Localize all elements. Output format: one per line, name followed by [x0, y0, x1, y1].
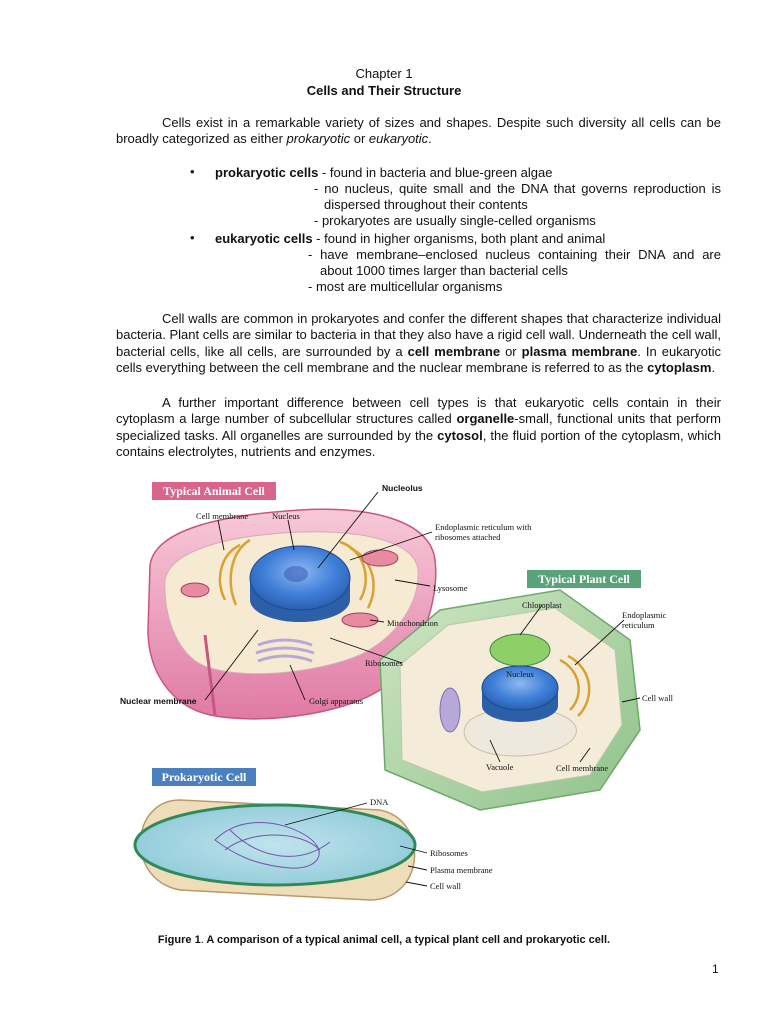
label-vacuole: Vacuole	[486, 762, 514, 772]
label-cell-membrane: Cell membrane	[196, 511, 249, 521]
cell-wall-paragraph: Cell walls are common in prokaryotes and confer the different shapes that characterize individual bacteria. Plant cells are similar to bacteria in that they also have a rigid cell wall. Underneath the cell wall, bacterial cells, like all cells, are surrounded by a cell membrane or plasma membrane. In eukaryotic cells everything between the cell membrane and the nuclear membrane is referred to as the cytoplasm.	[116, 311, 721, 375]
label-er-2: reticulum	[622, 620, 655, 630]
label-cell-wall: Cell wall	[642, 693, 673, 703]
euk-sub-1b: about 1000 times larger than bacterial cells	[320, 263, 568, 278]
label-golgi: Golgi apparatus	[309, 696, 364, 706]
bullet-dot: •	[190, 164, 195, 179]
label-er-ribosomes-2: ribosomes attached	[435, 532, 501, 542]
prok-sub-1b: dispersed throughout their contents	[324, 197, 528, 212]
prokaryotic-cell	[135, 768, 415, 900]
prok-cell-title: Prokaryotic Cell	[161, 770, 247, 784]
chapter-label: Chapter 1	[355, 66, 413, 81]
label-nucleus: Nucleus	[272, 511, 300, 521]
animal-cell-title: Typical Animal Cell	[163, 484, 265, 498]
label-plant-cell-membrane: Cell membrane	[556, 763, 609, 773]
plant-cell-title: Typical Plant Cell	[538, 572, 630, 586]
cell-figure	[0, 470, 768, 930]
chloroplast	[490, 634, 550, 666]
organelle-paragraph: A further important difference between cell types is that eukaryotic cells contain in their cytoplasm a large number of subcellular structures called organelle-small, functional units that perform specialized tasks. All organelles are surrounded by the cytosol, the fluid portion of the cytoplasm, which contains electrolytes, nutrients and enzymes.	[116, 395, 721, 459]
bullet-eukaryotic: eukaryotic cells - found in higher organisms, both plant and animal	[215, 231, 606, 246]
label-er-1: Endoplasmic	[622, 610, 667, 620]
label-plant-nucleus: Nucleus	[506, 669, 534, 679]
label-prok-cell-wall: Cell wall	[430, 881, 461, 891]
label-chloroplast: Chloroplast	[522, 600, 562, 610]
label-dna: DNA	[370, 797, 389, 807]
prok-sub-1: - no nucleus, quite small and the DNA that governs reproduction is	[314, 181, 721, 196]
intro-paragraph: Cells exist in a remarkable variety of sizes and shapes. Despite such diversity all cells can be broadly categorized as either prokaryotic or eukaryotic.	[116, 115, 721, 147]
bullet-prokaryotic: prokaryotic cells - found in bacteria and blue-green algae	[215, 165, 553, 180]
euk-sub-2: - most are multicellular organisms	[308, 279, 503, 294]
label-nuclear-membrane: Nuclear membrane	[120, 696, 197, 706]
label-er-ribosomes-1: Endoplasmic reticulum with	[435, 522, 532, 532]
figure-caption: Figure 1. A comparison of a typical animal cell, a typical plant cell and prokaryotic cell.	[157, 934, 611, 946]
page-number: 1	[712, 962, 719, 976]
euk-sub-1: - have membrane–enclosed nucleus containing their DNA and are	[308, 247, 721, 262]
prok-sub-2: - prokaryotes are usually single-celled organisms	[314, 213, 596, 228]
prok-plasma-membrane	[135, 805, 415, 885]
label-mitochondrion: Mitochondrion	[387, 618, 438, 628]
chapter-title: Cells and Their Structure	[306, 83, 462, 98]
label-nucleolus: Nucleolus	[382, 483, 423, 493]
animal-nucleus	[250, 546, 350, 622]
label-prok-ribosomes: Ribosomes	[430, 848, 468, 858]
bullet-dot: •	[190, 230, 195, 245]
label-ribosomes: Ribosomes	[365, 658, 403, 668]
label-lysosome: Lysosome	[433, 583, 468, 593]
label-plasma-membrane: Plasma membrane	[430, 865, 493, 875]
